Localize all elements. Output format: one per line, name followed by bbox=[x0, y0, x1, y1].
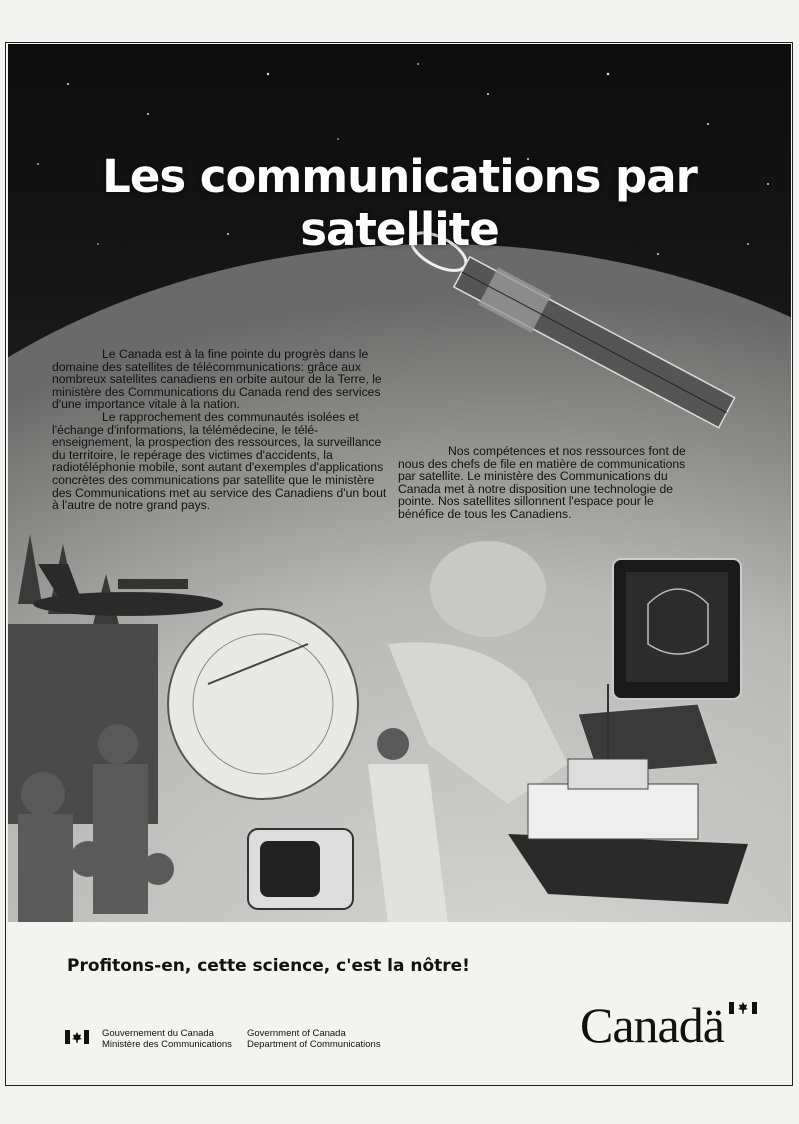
government-english bbox=[247, 1028, 407, 1050]
body-column-left bbox=[52, 348, 392, 512]
satellite-dish bbox=[168, 609, 358, 799]
television-icon bbox=[248, 829, 353, 909]
government-fr-line2: Ministère des Communications bbox=[102, 1039, 232, 1050]
body-paragraph: Nos compétences et nos ressources font de nous des chefs de file en matière de communications par satellite. Le ministère des Communications du Canada met à notre disposition une technologie de pointe. Nos satellites sillonnent l'espace pour le bénéfice de tous les Canadiens. bbox=[398, 444, 686, 521]
headline: Les communications par satellite bbox=[102, 150, 697, 256]
government-fr-line1: Gouvernement du Canada bbox=[102, 1028, 214, 1039]
wordmark-flag-icon bbox=[729, 1000, 757, 1016]
government-french bbox=[102, 1028, 252, 1050]
body-paragraph: Le rapprochement des communautés isolées et l'échange d'informations, la télémédecine, le télé-enseignement, la prospection des ressources, la surveillance du territoire, le repérage des victimes d'accidents, la radiotéléphonie mobile, sont autant d'exemples d'applications concrètes des communications par satellite que le ministère des Communications met au service des Canadiens d'un bout à l'autre de notre grand pays. bbox=[52, 409, 387, 513]
body-paragraph: Le Canada est à la fine pointe du progrès dans le domaine des satellites de télécommunications: grâce aux nombreux satellites canadiens en orbite autour de la Terre, le ministère des Communications du Canada rend des services d'une importance vitale à la nation. bbox=[52, 347, 382, 412]
body-column-right bbox=[398, 445, 698, 521]
government-en-line1: Government of Canada bbox=[247, 1028, 346, 1039]
government-en-line2: Department of Communications bbox=[247, 1039, 381, 1050]
canada-flag-icon bbox=[65, 1030, 89, 1044]
slogan: Profitons-en, cette science, c'est la nôtre! bbox=[67, 956, 470, 976]
canada-wordmark: Canadä bbox=[580, 997, 724, 1053]
